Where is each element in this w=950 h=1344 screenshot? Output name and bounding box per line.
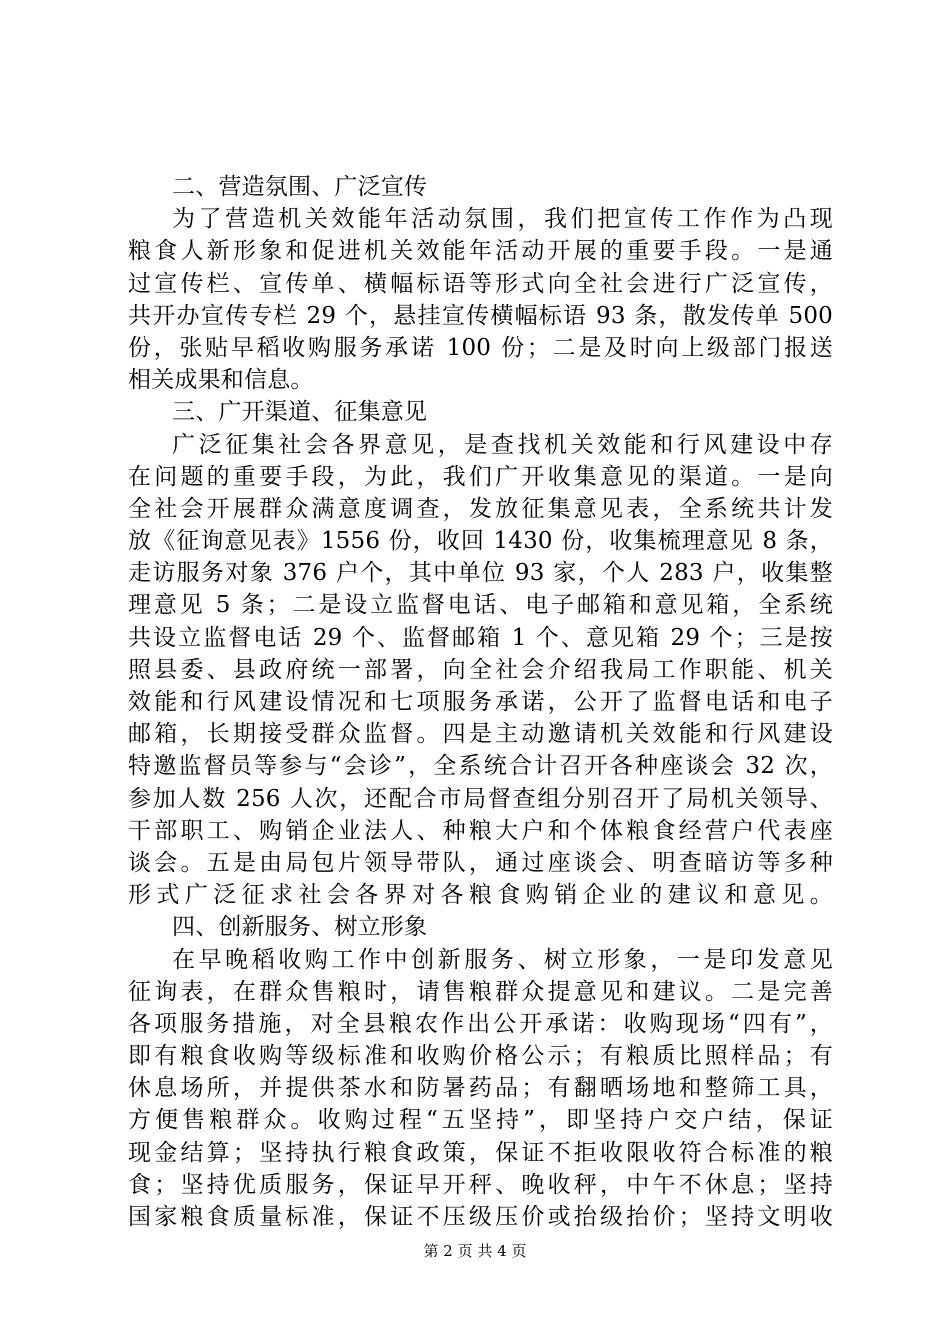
text-line: 共设立监督电话 29 个、监督邮箱 1 个、意见箱 29 个；三是按 — [128, 624, 833, 651]
text-line: 邮箱，长期接受群众监督。四是主动邀请机关效能和行风建设 — [128, 721, 833, 748]
text-line: 效能和行风建设情况和七项服务承诺，公开了监督电话和电子 — [128, 689, 833, 715]
text-line: 干部职工、购销企业法人、种粮大户和个体粮食经营户代表座 — [128, 817, 833, 844]
text-line: 现金结算；坚持执行粮食政策，保证不拒收限收符合标准的粮 — [128, 1139, 833, 1166]
text-line: 在早晚稻收购工作中创新服务、树立形象，一是印发意见 — [172, 946, 833, 973]
document-body — [128, 171, 833, 1233]
text-line: 各项服务措施，对全县粮农作出公开承诺：收购现场“四有”， — [128, 1010, 833, 1037]
text-line: 方便售粮群众。收购过程“五坚持”，即坚持户交户结，保证 — [128, 1107, 833, 1134]
text-line: 共开办宣传专栏 29 个，悬挂宣传横幅标语 93 条，散发传单 500 — [128, 302, 833, 329]
text-line: 理意见 5 条；二是设立监督电话、电子邮箱和意见箱，全系统 — [128, 592, 833, 619]
page-footer: 第 2 页 共 4 页 — [423, 1242, 527, 1260]
text-line: 广泛征集社会各界意见，是查找机关效能和行风建设中存 — [172, 431, 833, 458]
text-line: 照县委、县政府统一部署，向全社会介绍我局工作职能、机关 — [128, 656, 833, 683]
text-line: 份，张贴早稻收购服务承诺 100 份；二是及时向上级部门报送 — [128, 334, 833, 361]
text-line: 相关成果和信息。 — [128, 367, 314, 394]
text-line: 征询表，在群众售粮时，请售粮群众提意见和建议。二是完善 — [128, 978, 833, 1005]
text-line: 在问题的重要手段，为此，我们广开收集意见的渠道。一是向 — [128, 463, 833, 490]
text-line: 谈会。五是由局包片领导带队，通过座谈会、明查暗访等多种 — [128, 849, 833, 876]
text-line: 过宣传栏、宣传单、横幅标语等形式向全社会进行广泛宣传， — [128, 270, 833, 297]
text-line: 三、广开渠道、征集意见 — [172, 399, 428, 426]
text-line: 参加人数 256 人次，还配合市局督查组分别召开了局机关领导、 — [128, 785, 833, 812]
text-line: 全社会开展群众满意度调查，发放征集意见表，全系统共计发 — [128, 495, 833, 522]
text-line: 粮食人新形象和促进机关效能年活动开展的重要手段。一是通 — [128, 238, 833, 265]
text-line: 走访服务对象 376 户个，其中单位 93 家，个人 283 户，收集整 — [128, 560, 833, 587]
text-line: 即有粮食收购等级标准和收购价格公示；有粮质比照样品；有 — [128, 1043, 833, 1070]
text-line: 二、营造氛围、广泛宣传 — [172, 174, 428, 200]
text-line: 特邀监督员等参与“会诊”，全系统合计召开各种座谈会 32 次， — [128, 753, 833, 780]
text-line: 食；坚持优质服务，保证早开秤、晚收秤，中午不休息；坚持 — [128, 1171, 833, 1198]
text-line: 形式广泛征求社会各界对各粮食购销企业的建议和意见。 — [128, 882, 833, 909]
text-line: 四、创新服务、树立形象 — [172, 914, 428, 941]
text-line: 休息场所，并提供茶水和防暑药品；有翻晒场地和整筛工具， — [128, 1075, 833, 1102]
text-line: 放《征询意见表》1556 份，收回 1430 份，收集梳理意见 8 条， — [128, 528, 833, 555]
text-line: 国家粮食质量标准，保证不压级压价或抬级抬价；坚持文明收 — [128, 1204, 833, 1230]
text-line: 为了营造机关效能年活动氛围，我们把宣传工作作为凸现 — [172, 206, 833, 233]
